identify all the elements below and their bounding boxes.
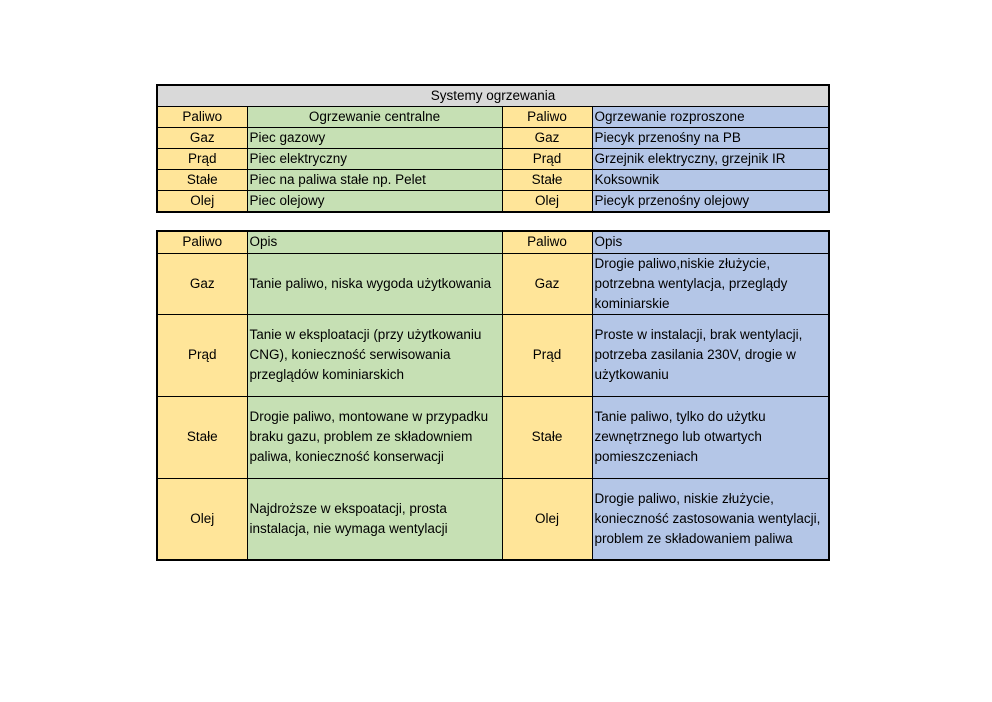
description-cell: Proste w instalacji, brak wentylacji, potrzeba zasilania 230V, drogie w użytkowaniu	[592, 314, 829, 396]
fuel-cell: Prąd	[157, 149, 247, 170]
central-cell: Piec elektryczny	[247, 149, 502, 170]
fuel-cell: Stałe	[157, 170, 247, 191]
header-fuel-right: Paliwo	[502, 231, 592, 253]
table-row	[157, 396, 829, 478]
description-cell: Drogie paliwo, montowane w przypadku braku gazu, problem ze składowniem paliwa, konieczność konserwacji	[247, 396, 502, 478]
header-fuel-left: Paliwo	[157, 107, 247, 128]
fuel-cell: Gaz	[157, 253, 247, 314]
fuel-cell: Stałe	[502, 396, 592, 478]
description-cell: Tanie w eksploatacji (przy użytkowaniu CNG), konieczność serwisowania przeglądów kominiarskich	[247, 314, 502, 396]
fuel-cell: Gaz	[157, 128, 247, 149]
table-row	[157, 253, 829, 314]
description-cell: Drogie paliwo,niskie złużycie, potrzebna wentylacja, przeglądy kominiarskie	[592, 253, 829, 314]
table-title: Systemy ogrzewania	[157, 85, 829, 107]
distributed-cell: Koksownik	[592, 170, 829, 191]
fuel-cell: Olej	[502, 191, 592, 213]
fuel-cell: Olej	[502, 478, 592, 560]
description-cell: Tanie paliwo, tylko do użytku zewnętrznego lub otwartych pomieszczeniach	[592, 396, 829, 478]
header-central-heating: Ogrzewanie centralne	[247, 107, 502, 128]
heating-systems-table	[156, 84, 830, 213]
header-fuel-left: Paliwo	[157, 231, 247, 253]
fuel-cell: Stałe	[502, 170, 592, 191]
central-cell: Piec na paliwa stałe np. Pelet	[247, 170, 502, 191]
fuel-cell: Prąd	[157, 314, 247, 396]
description-cell: Tanie paliwo, niska wygoda użytkowania	[247, 253, 502, 314]
fuel-cell: Prąd	[502, 149, 592, 170]
description-table	[156, 230, 830, 561]
table-row	[157, 149, 829, 170]
description-cell: Drogie paliwo, niskie złużycie, konieczność zastosowania wentylacji, problem ze składowaniem paliwa	[592, 478, 829, 560]
table-row	[157, 170, 829, 191]
table-row	[157, 191, 829, 213]
table-row	[157, 128, 829, 149]
table-row	[157, 478, 829, 560]
fuel-cell: Gaz	[502, 253, 592, 314]
description-cell: Najdroższe w ekspoatacji, prosta instalacja, nie wymaga wentylacji	[247, 478, 502, 560]
central-cell: Piec gazowy	[247, 128, 502, 149]
header-description-right: Opis	[592, 231, 829, 253]
table-row	[157, 314, 829, 396]
fuel-cell: Olej	[157, 478, 247, 560]
fuel-cell: Stałe	[157, 396, 247, 478]
distributed-cell: Piecyk przenośny na PB	[592, 128, 829, 149]
fuel-cell: Gaz	[502, 128, 592, 149]
distributed-cell: Grzejnik elektryczny, grzejnik IR	[592, 149, 829, 170]
header-distributed-heating: Ogrzewanie rozproszone	[592, 107, 829, 128]
fuel-cell: Prąd	[502, 314, 592, 396]
header-fuel-right: Paliwo	[502, 107, 592, 128]
header-description-left: Opis	[247, 231, 502, 253]
central-cell: Piec olejowy	[247, 191, 502, 213]
fuel-cell: Olej	[157, 191, 247, 213]
distributed-cell: Piecyk przenośny olejowy	[592, 191, 829, 213]
